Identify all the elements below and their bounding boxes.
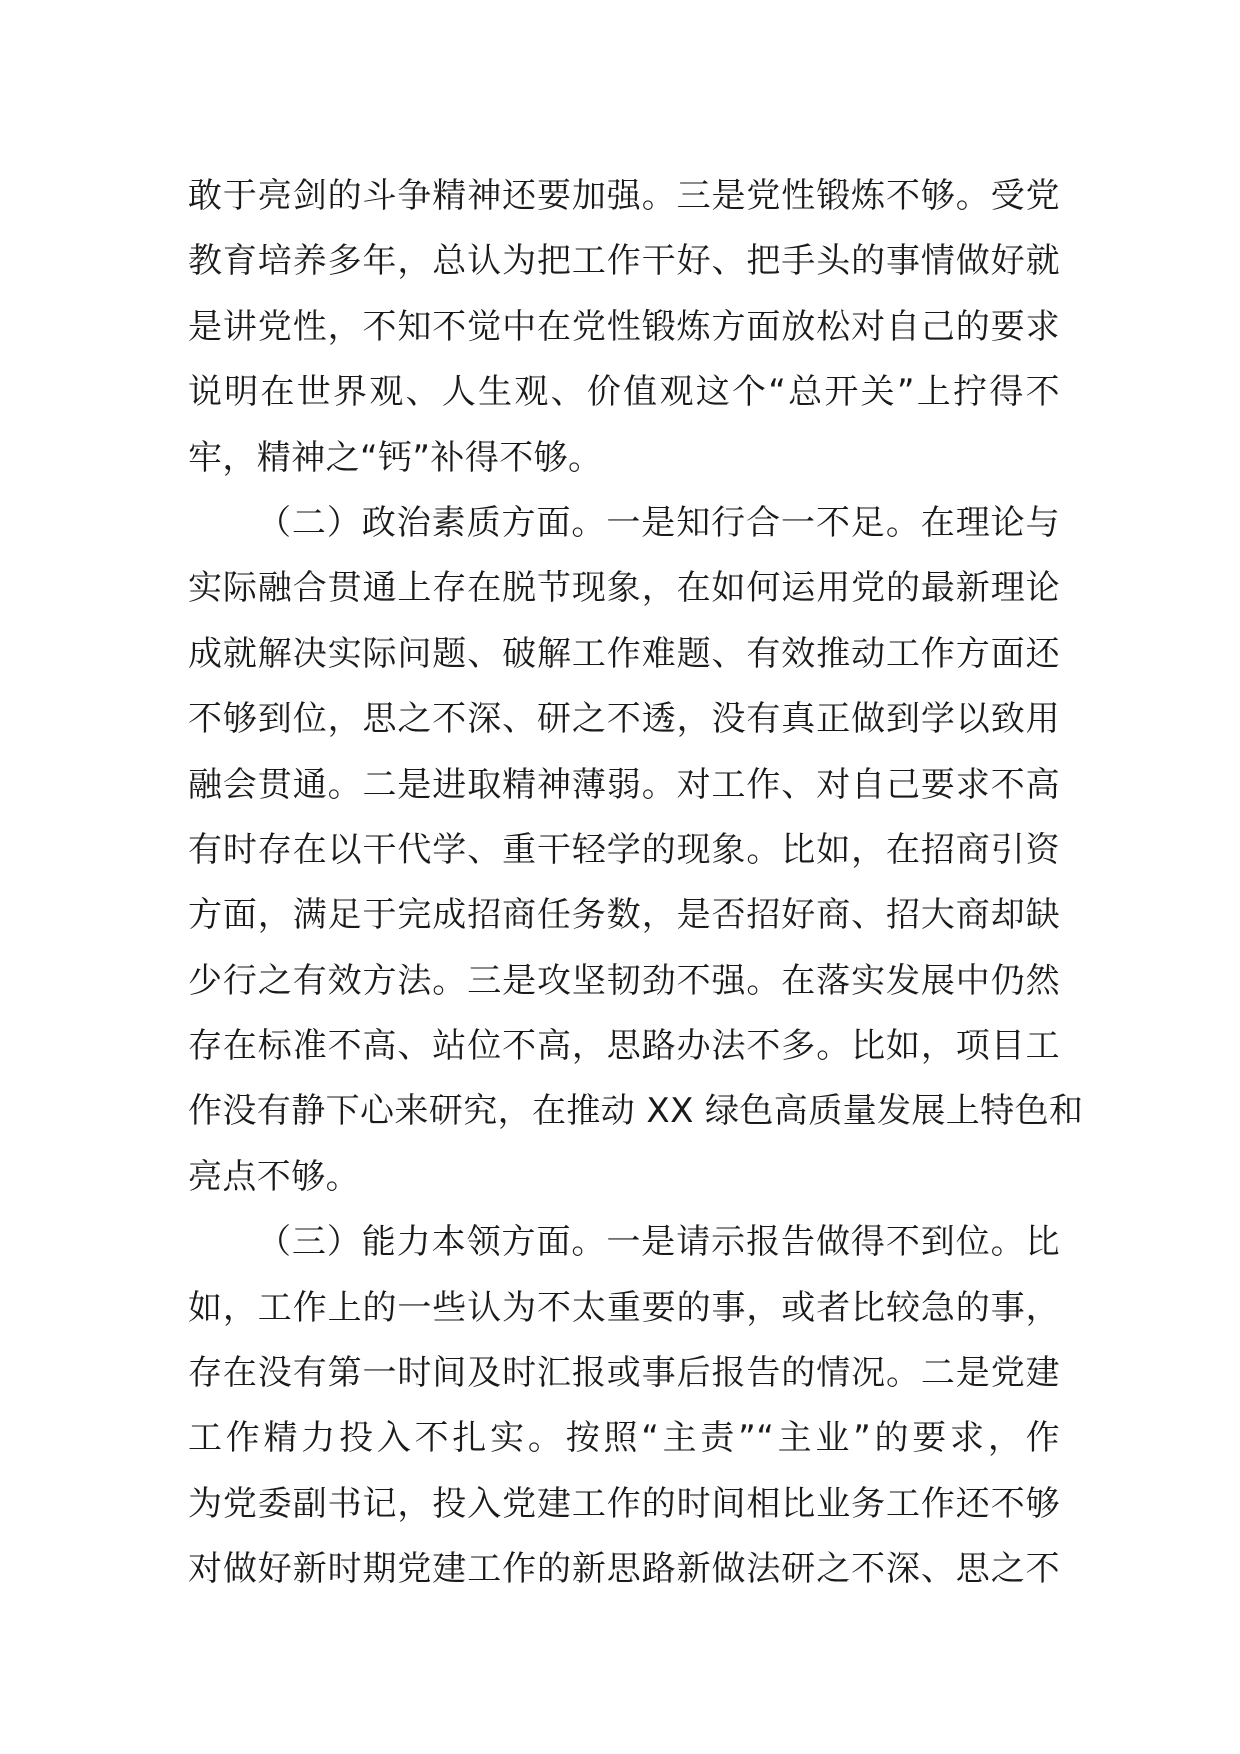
- text-line: 牢，精神之“钙”补得不够。: [188, 437, 603, 478]
- text-line: 教育培养多年，总认为把工作干好、把手头的事情做好就: [188, 241, 1060, 282]
- text-line: 对做好新时期党建工作的新思路新做法研之不深、思之不: [188, 1549, 1060, 1590]
- text-line: 实际融合贯通上存在脱节现象，在如何运用党的最新理论: [188, 568, 1060, 609]
- text-line: 如，工作上的一些认为不太重要的事，或者比较急的事，: [188, 1287, 1060, 1328]
- text-line: 敢于亮剑的斗争精神还要加强。三是党性锻炼不够。受党: [188, 176, 1060, 216]
- text-line: 融会贯通。二是进取精神薄弱。对工作、对自己要求不高: [188, 764, 1060, 805]
- paragraph-heading-line: （二）政治素质方面。一是知行合一不足。在理论与: [257, 502, 1060, 543]
- text-line: 为党委副书记，投入党建工作的时间相比业务工作还不够: [188, 1483, 1060, 1524]
- text-line: 存在标准不高、站位不高，思路办法不多。比如，项目工: [188, 1026, 1060, 1067]
- text-line: 作没有静下心来研究，在推动 XX 绿色高质量发展上特色和: [188, 1091, 1084, 1132]
- text-line: 方面，满足于完成招商任务数，是否招好商、招大商却缺: [188, 895, 1060, 936]
- text-line: 存在没有第一时间及时汇报或事后报告的情况。二是党建: [188, 1353, 1060, 1394]
- text-line: 有时存在以干代学、重干轻学的现象。比如，在招商引资: [188, 829, 1060, 870]
- document-body: [188, 164, 1084, 1603]
- text-line: 成就解决实际问题、破解工作难题、有效推动工作方面还: [188, 633, 1060, 674]
- text-line: 亮点不够。: [188, 1156, 360, 1197]
- text-line: 不够到位，思之不深、研之不透，没有真正做到学以致用: [188, 699, 1060, 740]
- paragraph-heading-line: （三）能力本领方面。一是请示报告做得不到位。比: [257, 1222, 1060, 1263]
- text-line: 说明在世界观、人生观、价值观这个“总开关”上拧得不: [188, 372, 1060, 413]
- text-line: 是讲党性，不知不觉中在党性锻炼方面放松对自己的要求: [188, 306, 1060, 347]
- text-line: 工作精力投入不扎实。按照“主责”“主业”的要求，作: [188, 1418, 1060, 1459]
- text-line: 少行之有效方法。三是攻坚韧劲不强。在落实发展中仍然: [188, 960, 1060, 1001]
